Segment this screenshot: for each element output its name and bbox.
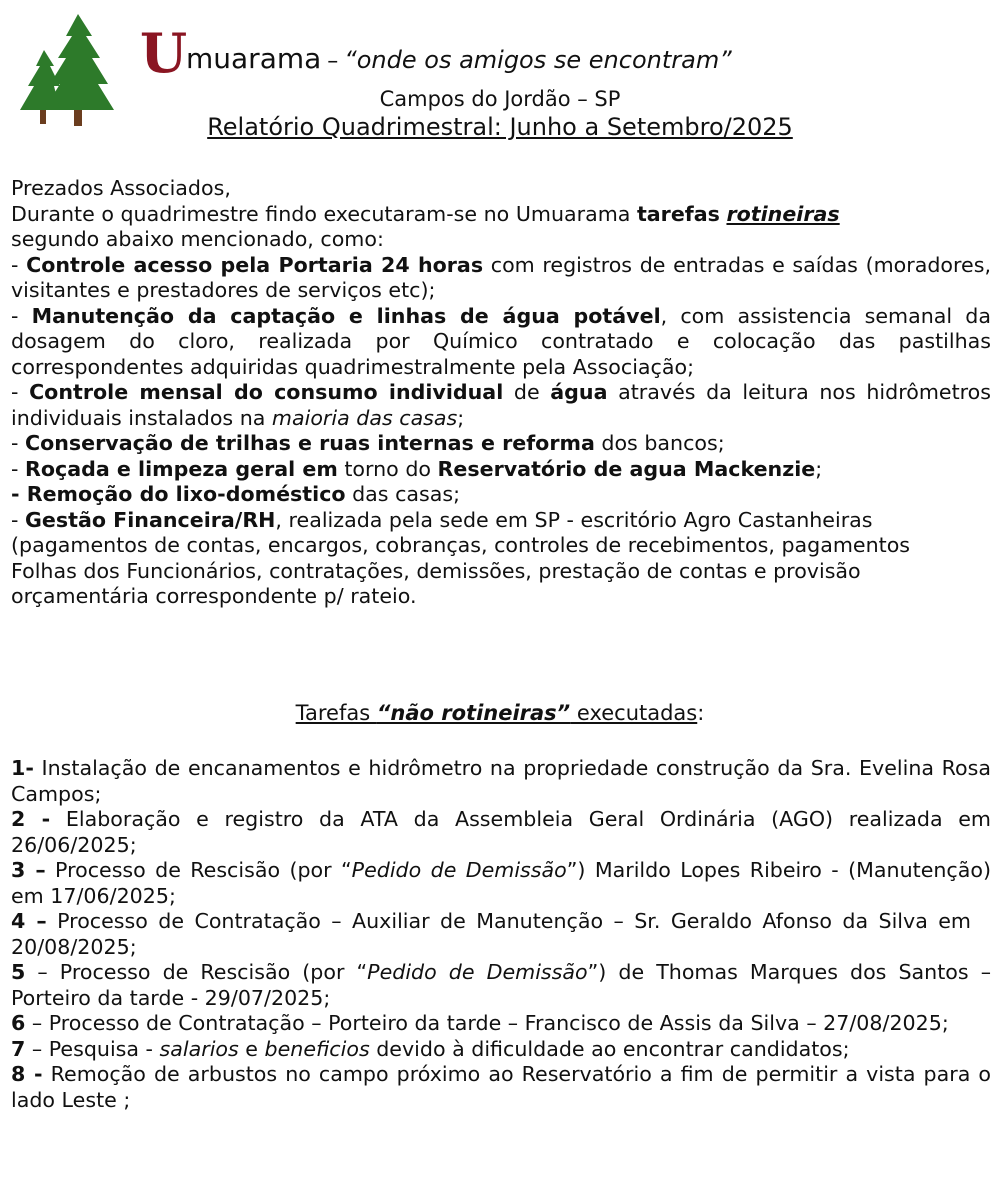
- routine-item-1: [11, 253, 991, 304]
- item-text-2: ”) Marildo Lopes Ribeiro - (Manutenção) em 17/06/2025;: [11, 858, 991, 908]
- routine-item-5: [11, 457, 991, 483]
- item-text: Elaboração e registro da ATA da Assembleia Geral Ordinária (AGO) realizada em 26/06/2025;: [11, 807, 991, 857]
- item-number: 2 -: [11, 807, 51, 831]
- routine-text: , realizada pela sede em SP - escritório Agro Castanheiras (pagamentos de contas, encargos, cobranças, controles de recebimentos, pagamentos Folhas dos Funcionários, contratações, demissões, prestação de contas e provisão orçamentária correspondente p/ rateio.: [11, 507, 911, 608]
- routine-bold: Roçada e limpeza geral em: [24, 456, 338, 481]
- routine-bold-2: Reservatório de agua Mackenzie: [437, 456, 816, 481]
- item-number: 4 –: [11, 909, 47, 933]
- logo-letter: U: [140, 21, 188, 85]
- slogan: “onde os amigos se encontram”: [344, 46, 732, 74]
- routine-prefix: -: [11, 456, 25, 481]
- intro-paragraph: [11, 202, 991, 253]
- org-title: [186, 42, 732, 79]
- intro-bold: tarefas: [636, 201, 720, 226]
- item-number: 5: [11, 960, 26, 984]
- report-title: Relatório Quadrimestral: Junho a Setembro/2025: [207, 113, 793, 141]
- list-item: [11, 909, 971, 960]
- title-dash: –: [327, 49, 339, 74]
- greeting: Prezados Associados,: [11, 176, 231, 200]
- list-item: [11, 1011, 991, 1037]
- item-text: Instalação de encanamentos e hidrômetro na propriedade construção da Sra. Evelina Rosa Campos;: [11, 756, 991, 806]
- routine-item-4: [11, 431, 991, 457]
- title-colon: :: [697, 701, 705, 725]
- list-item: [11, 1037, 991, 1063]
- routine-bold: Manutenção da captação e linhas de água potável: [31, 303, 661, 328]
- routine-prefix: -: [11, 482, 27, 506]
- item-italic: Pedido de Demissão: [351, 858, 567, 882]
- routine-italic: maioria das casas: [271, 405, 458, 430]
- non-routine-title-text: [296, 701, 698, 725]
- routine-prefix: -: [11, 252, 27, 277]
- title-before: Tarefas: [295, 701, 377, 725]
- org-name: muarama: [186, 42, 322, 75]
- item-number: 6: [11, 1011, 26, 1035]
- item-text: – Processo de Contratação – Porteiro da tarde – Francisco de Assis da Silva – 27/08/2025;: [25, 1011, 949, 1035]
- item-text: – Pesquisa -: [25, 1036, 160, 1061]
- routine-bold: Remoção do lixo-doméstico: [26, 482, 346, 506]
- item-number: 7: [11, 1036, 26, 1061]
- item-number: 1-: [11, 756, 34, 780]
- item-italic-2: beneficios: [264, 1036, 370, 1061]
- list-item: [11, 756, 991, 807]
- item-text: Processo de Contratação – Auxiliar de Manutenção – Sr. Geraldo Afonso da Silva em 20/08/2025;: [11, 909, 971, 959]
- routine-prefix: -: [11, 303, 32, 328]
- item-text-2: ”) de Thomas Marques dos Santos – Porteiro da tarde - 29/07/2025;: [11, 960, 991, 1010]
- item-number: 3 –: [11, 858, 46, 882]
- routine-end: ;: [815, 456, 823, 481]
- routine-item-2: [11, 304, 991, 381]
- intro-italic-text: rotineiras: [726, 201, 840, 226]
- routine-text: , com assistencia semanal da dosagem do cloro, realizada por Químico contratado e colocação das pastilhas correspondentes adquiridas quadrimestralmente pela Associação;: [11, 303, 991, 379]
- non-routine-title: [0, 700, 1000, 726]
- routine-item-6: [11, 482, 991, 508]
- item-text: Processo de Rescisão (por “: [45, 858, 352, 882]
- item-text-2: e: [238, 1036, 265, 1061]
- routine-item-3: [11, 380, 991, 431]
- routine-section: [11, 176, 991, 610]
- routine-bold: Gestão Financeira/RH: [24, 507, 276, 532]
- routine-bold: Controle acesso pela Portaria 24 horas: [26, 252, 484, 277]
- item-text: – Processo de Rescisão (por “: [25, 960, 368, 984]
- intro-lead: Durante o quadrimestre findo executaram-se no Umuarama: [11, 201, 637, 226]
- routine-bold: Conservação de trilhas e ruas internas e reforma: [24, 431, 595, 455]
- non-routine-list: [11, 756, 991, 1113]
- routine-text: com registros de entradas e saídas (moradores, visitantes e prestadores de serviços etc);: [11, 252, 991, 302]
- item-text: Remoção de arbustos no campo próximo ao Reservatório a fim de permitir a vista para o lado Leste ;: [11, 1062, 991, 1112]
- routine-item-7: [11, 508, 971, 610]
- routine-prefix: -: [11, 431, 25, 455]
- title-emphasis: “não rotineiras”: [376, 701, 571, 725]
- city-line: Campos do Jordão – SP: [379, 87, 621, 111]
- list-item: [11, 1062, 991, 1113]
- item-text-3: devido à dificuldade ao encontrar candidatos;: [369, 1036, 850, 1061]
- routine-prefix: -: [11, 380, 30, 404]
- title-after: executadas: [570, 701, 698, 725]
- routine-bold: Controle mensal do consumo individual: [29, 380, 504, 404]
- list-item: [11, 858, 991, 909]
- routine-text: dos bancos;: [594, 431, 725, 455]
- list-item: [11, 960, 991, 1011]
- routine-text-2: através da leitura nos hidrômetros individuais instalados na: [11, 380, 991, 430]
- list-item: [11, 807, 991, 858]
- item-italic: Pedido de Demissão: [367, 960, 588, 984]
- routine-text: torno do: [337, 456, 438, 481]
- item-italic: salarios: [159, 1036, 239, 1061]
- intro-italic: [726, 202, 839, 226]
- item-number: 8 -: [11, 1062, 43, 1086]
- intro-after: segundo abaixo mencionado, como:: [11, 227, 384, 251]
- routine-text: de: [503, 380, 551, 404]
- routine-prefix: -: [11, 507, 25, 532]
- routine-bold-2: água: [550, 380, 608, 404]
- routine-text: das casas;: [345, 482, 461, 506]
- routine-end: ;: [457, 405, 465, 430]
